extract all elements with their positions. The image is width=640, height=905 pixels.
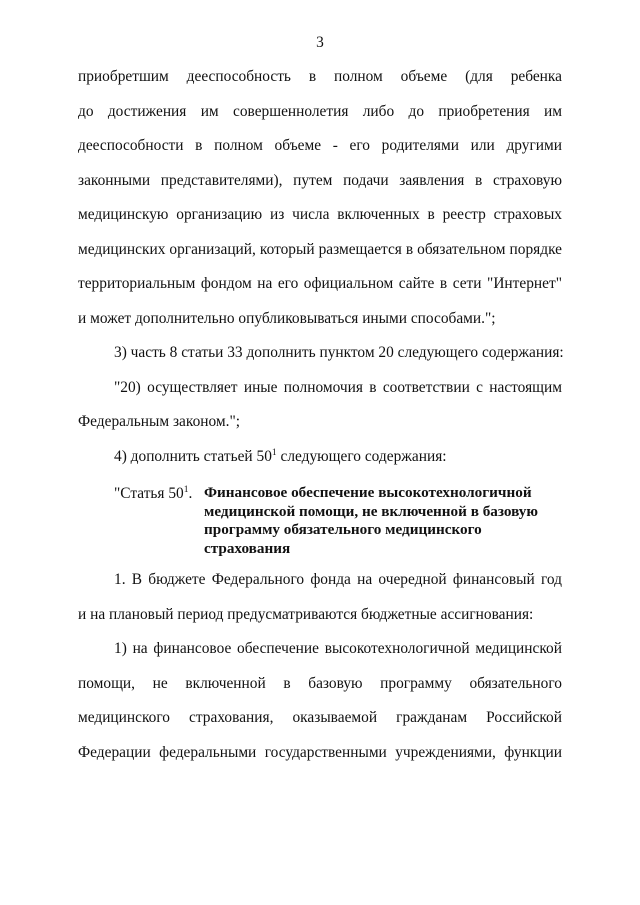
text-line: и на плановый период предусматриваются бюджетные ассигнования: [78, 605, 534, 623]
text-line: приобретшим дееспособность в полном объеме (для ребенка [78, 68, 562, 85]
text-line: территориальным фондом на его официальном сайте в сети "Интернет" [78, 275, 562, 292]
text-line: до достижения им совершеннолетия либо до приобретения им [78, 102, 562, 120]
text-line: медицинского страхования, оказываемой гражданам Российской [78, 709, 562, 726]
article-title-line: медицинской помощи, не включенной в базовую [204, 502, 538, 520]
superscript: 1 [271, 447, 277, 458]
article-title-line: Финансовое обеспечение высокотехнологичной [204, 484, 532, 501]
item4-text: 4) дополнить статьей 50 [114, 447, 272, 465]
article-title-line: программу обязательного медицинского [204, 521, 482, 538]
article-title [204, 484, 564, 558]
text-line: дееспособности в полном объеме - его родителями или другими [78, 137, 562, 154]
text-line: медицинскую организацию из числа включенных в реестр страховых [78, 206, 562, 223]
text-line: законными представителями), путем подачи заявления в страховую [78, 171, 562, 189]
superscript: 1 [183, 485, 189, 495]
text-line: Федерации федеральными государственными учреждениями, функции [78, 743, 562, 761]
text-line: медицинских организаций, который размещается в обязательном порядке [78, 240, 562, 258]
text-line: помощи, не включенной в базовую программу обязательного [78, 674, 562, 692]
text-line: и может дополнительно опубликовываться иными способами."; [78, 309, 496, 327]
text-line-paragraph-start: 1. В бюджете Федерального фонда на очередной финансовый год [114, 571, 562, 588]
body-text-block-1 [78, 60, 562, 474]
text-line-paragraph-start: "20) осуществляет иные полномочия в соответствии с настоящим [114, 378, 562, 396]
text-line: Федеральным законом."; [78, 413, 241, 430]
article-title-line: страхования [204, 539, 291, 557]
text-line-paragraph-start: 1) на финансовое обеспечение высокотехнологичной медицинской [114, 640, 562, 657]
text-line-paragraph-start: 3) часть 8 статьи 33 дополнить пунктом 20 следующего содержания: [114, 344, 564, 361]
text-line-paragraph-start [78, 440, 562, 475]
body-text-block-2 [78, 563, 562, 770]
article-label: "Статья $50^1$. [114, 485, 193, 502]
page-number: 3 [316, 34, 324, 51]
item4-text-tail: следующего содержания: [276, 447, 447, 465]
